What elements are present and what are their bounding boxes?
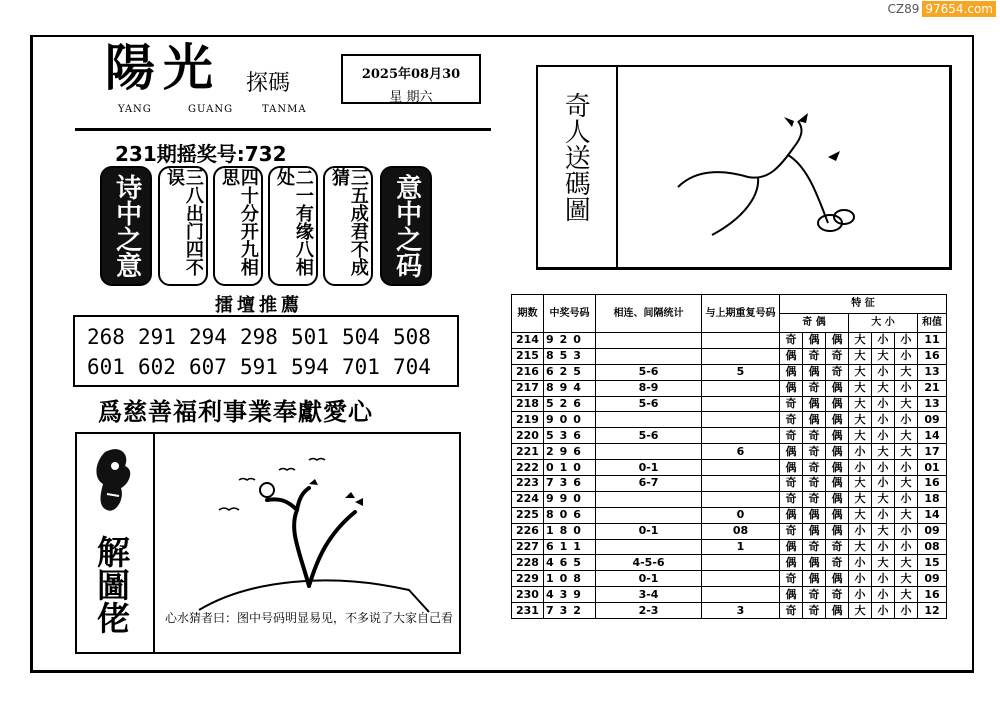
winning-cell: 536	[544, 428, 596, 444]
oddeven-cell: 偶	[780, 364, 803, 380]
bigsmall-cell: 大	[849, 491, 872, 507]
issue-cell: 218	[512, 396, 544, 412]
consec-cell: 5-6	[596, 364, 702, 380]
table-row	[512, 507, 947, 523]
consec-cell: 0-1	[596, 523, 702, 539]
jietu-title: 解圖佬	[92, 535, 131, 634]
oddeven-cell: 奇	[780, 571, 803, 587]
winning-cell: 625	[544, 364, 596, 380]
table-row	[512, 555, 947, 571]
repeat-cell: 0	[702, 507, 780, 523]
oddeven-cell: 奇	[826, 364, 849, 380]
issue-cell: 215	[512, 348, 544, 364]
bigsmall-cell: 大	[872, 491, 895, 507]
oddeven-cell: 奇	[803, 428, 826, 444]
bigsmall-cell: 大	[895, 587, 918, 603]
table-row	[512, 491, 947, 507]
bigsmall-cell: 大	[895, 555, 918, 571]
poem-left-label: 诗中之意	[100, 166, 152, 286]
sum-cell: 09	[918, 523, 947, 539]
oddeven-cell: 奇	[780, 523, 803, 539]
bigsmall-cell: 小	[895, 412, 918, 428]
oddeven-cell: 偶	[803, 396, 826, 412]
sum-cell: 16	[918, 476, 947, 492]
pinyin-guang: GUANG	[188, 104, 234, 115]
oddeven-cell: 偶	[826, 460, 849, 476]
repeat-cell: 3	[702, 603, 780, 619]
repeat-cell	[702, 428, 780, 444]
history-body	[512, 333, 947, 619]
consec-cell	[596, 507, 702, 523]
repeat-cell	[702, 571, 780, 587]
draw-result	[115, 138, 287, 167]
oddeven-cell: 奇	[826, 587, 849, 603]
bigsmall-cell: 大	[849, 476, 872, 492]
draw-label: 231期摇奖号:	[115, 142, 245, 166]
bigsmall-cell: 大	[872, 523, 895, 539]
bigsmall-cell: 小	[872, 507, 895, 523]
watermark	[888, 2, 997, 16]
oddeven-cell: 偶	[803, 364, 826, 380]
bigsmall-cell: 小	[895, 491, 918, 507]
winning-cell: 108	[544, 571, 596, 587]
consec-cell: 5-6	[596, 428, 702, 444]
issue-cell: 223	[512, 476, 544, 492]
oddeven-cell: 偶	[826, 444, 849, 460]
recommend-number: 508	[393, 325, 431, 349]
recommend-number: 701	[342, 355, 380, 379]
recommend-title: 擂壇推薦	[215, 295, 303, 316]
oddeven-cell: 偶	[803, 571, 826, 587]
bigsmall-cell: 大	[849, 380, 872, 396]
recommend-number: 594	[291, 355, 329, 379]
winning-cell: 180	[544, 523, 596, 539]
winning-cell: 439	[544, 587, 596, 603]
brand-title: 陽光	[105, 38, 221, 97]
bigsmall-cell: 小	[849, 555, 872, 571]
bigsmall-cell: 小	[872, 412, 895, 428]
sum-cell: 21	[918, 380, 947, 396]
jietu-note: 心水猜者曰：图中号码明显易见，不多说了大家自己看	[165, 611, 454, 625]
charity-slogan: 爲慈善福利事業奉獻愛心	[98, 397, 373, 426]
table-row	[512, 364, 947, 380]
oddeven-cell: 偶	[826, 476, 849, 492]
oddeven-cell: 偶	[826, 380, 849, 396]
table-row	[512, 603, 947, 619]
winning-cell: 806	[544, 507, 596, 523]
date-line: 2025年08月30	[361, 67, 461, 82]
bigsmall-cell: 小	[872, 428, 895, 444]
consec-cell	[596, 348, 702, 364]
pinyin-yang: YANG	[118, 104, 152, 115]
header-row-top	[512, 295, 947, 314]
bigsmall-cell: 小	[872, 571, 895, 587]
issue-cell: 227	[512, 539, 544, 555]
winning-cell: 900	[544, 412, 596, 428]
consec-cell: 8-9	[596, 380, 702, 396]
issue-cell: 224	[512, 491, 544, 507]
recommend-number: 268	[87, 325, 125, 349]
oddeven-cell: 偶	[780, 507, 803, 523]
col-oddeven: 奇 偶	[780, 314, 849, 333]
bigsmall-cell: 小	[872, 364, 895, 380]
recommend-number: 607	[189, 355, 227, 379]
oddeven-cell: 偶	[826, 412, 849, 428]
sum-cell: 14	[918, 507, 947, 523]
bigsmall-cell: 小	[895, 380, 918, 396]
recommend-number: 504	[342, 325, 380, 349]
issue-cell: 229	[512, 571, 544, 587]
repeat-cell: 6	[702, 444, 780, 460]
qiren-panel	[536, 65, 952, 270]
winning-cell: 296	[544, 444, 596, 460]
bigsmall-cell: 大	[872, 380, 895, 396]
oddeven-cell: 奇	[826, 348, 849, 364]
brand-subtitle: 探碼	[246, 71, 291, 96]
sum-cell: 16	[918, 587, 947, 603]
poem-right-label: 意中之码	[380, 166, 432, 286]
pinyin-tanma: TANMA	[262, 104, 307, 115]
repeat-cell	[702, 476, 780, 492]
sum-cell: 11	[918, 333, 947, 349]
table-row	[512, 587, 947, 603]
repeat-cell	[702, 348, 780, 364]
oddeven-cell: 偶	[826, 333, 849, 349]
sum-cell: 01	[918, 460, 947, 476]
oddeven-cell: 偶	[780, 587, 803, 603]
bigsmall-cell: 小	[872, 476, 895, 492]
qiren-title: 奇人送碼圖	[560, 92, 591, 222]
recommend-box	[73, 315, 459, 387]
oddeven-cell: 偶	[780, 444, 803, 460]
oddeven-cell: 奇	[803, 444, 826, 460]
bigsmall-cell: 大	[895, 507, 918, 523]
oddeven-cell: 奇	[803, 539, 826, 555]
sum-cell: 13	[918, 396, 947, 412]
oddeven-cell: 奇	[826, 555, 849, 571]
winning-cell: 990	[544, 491, 596, 507]
table-row	[512, 476, 947, 492]
recommend-number: 591	[240, 355, 278, 379]
oddeven-cell: 奇	[803, 460, 826, 476]
bigsmall-cell: 大	[849, 539, 872, 555]
bigsmall-cell: 大	[895, 571, 918, 587]
oddeven-cell: 奇	[780, 476, 803, 492]
ink-figure-icon	[85, 444, 145, 524]
bigsmall-cell: 大	[895, 364, 918, 380]
sum-cell: 14	[918, 428, 947, 444]
bigsmall-cell: 大	[849, 396, 872, 412]
bigsmall-cell: 小	[872, 333, 895, 349]
issue-cell: 231	[512, 603, 544, 619]
oddeven-cell: 偶	[803, 507, 826, 523]
repeat-cell: 1	[702, 539, 780, 555]
bigsmall-cell: 小	[895, 348, 918, 364]
bigsmall-cell: 小	[849, 523, 872, 539]
oddeven-cell: 偶	[780, 348, 803, 364]
table-row	[512, 428, 947, 444]
consec-cell: 3-4	[596, 587, 702, 603]
bigsmall-cell: 小	[895, 523, 918, 539]
bigsmall-cell: 小	[849, 571, 872, 587]
oddeven-cell: 奇	[803, 491, 826, 507]
oddeven-cell: 偶	[780, 539, 803, 555]
poem-line-3: 二一有缘八相处	[268, 166, 318, 286]
bigsmall-cell: 大	[895, 476, 918, 492]
poem-line-1: 三八出门四不误	[158, 166, 208, 286]
bigsmall-cell: 大	[849, 603, 872, 619]
bigsmall-cell: 小	[872, 539, 895, 555]
recommend-number: 601	[87, 355, 125, 379]
bigsmall-cell: 小	[872, 396, 895, 412]
table-row	[512, 333, 947, 349]
recommend-row-2	[87, 355, 444, 379]
col-issue: 期数	[512, 295, 544, 333]
bigsmall-cell: 大	[849, 348, 872, 364]
col-winning: 中奖号码	[544, 295, 596, 333]
oddeven-cell: 偶	[826, 523, 849, 539]
consec-cell: 4-5-6	[596, 555, 702, 571]
bigsmall-cell: 小	[872, 460, 895, 476]
table-row	[512, 571, 947, 587]
table-row	[512, 380, 947, 396]
date-box	[341, 54, 481, 104]
issue-cell: 225	[512, 507, 544, 523]
repeat-cell	[702, 460, 780, 476]
recommend-number: 294	[189, 325, 227, 349]
bigsmall-cell: 小	[895, 460, 918, 476]
header-divider	[75, 128, 491, 131]
issue-cell: 214	[512, 333, 544, 349]
table-row	[512, 444, 947, 460]
issue-cell: 221	[512, 444, 544, 460]
oddeven-cell: 奇	[780, 333, 803, 349]
oddeven-cell: 奇	[780, 603, 803, 619]
watermark-code: CZ89	[887, 2, 920, 16]
bigsmall-cell: 大	[849, 412, 872, 428]
consec-cell: 0-1	[596, 571, 702, 587]
oddeven-cell: 奇	[803, 476, 826, 492]
jietu-divider	[153, 434, 155, 652]
consec-cell: 5-6	[596, 396, 702, 412]
recommend-row-1	[87, 325, 444, 349]
oddeven-cell: 偶	[826, 491, 849, 507]
oddeven-cell: 偶	[826, 396, 849, 412]
issue-cell: 230	[512, 587, 544, 603]
bigsmall-cell: 大	[849, 428, 872, 444]
winning-cell: 611	[544, 539, 596, 555]
bigsmall-cell: 大	[849, 364, 872, 380]
bigsmall-cell: 大	[872, 444, 895, 460]
bigsmall-cell: 大	[895, 396, 918, 412]
recommend-number: 501	[291, 325, 329, 349]
oddeven-cell: 奇	[803, 587, 826, 603]
winning-cell: 894	[544, 380, 596, 396]
col-consec: 相连、间隔统计	[596, 295, 702, 333]
bigsmall-cell: 大	[872, 348, 895, 364]
oddeven-cell: 偶	[780, 460, 803, 476]
issue-cell: 219	[512, 412, 544, 428]
oddeven-cell: 奇	[780, 428, 803, 444]
bigsmall-cell: 大	[895, 444, 918, 460]
repeat-cell	[702, 491, 780, 507]
sum-cell: 09	[918, 571, 947, 587]
sum-cell: 16	[918, 348, 947, 364]
oddeven-cell: 偶	[780, 555, 803, 571]
bigsmall-cell: 大	[849, 507, 872, 523]
oddeven-cell: 奇	[780, 396, 803, 412]
sum-cell: 13	[918, 364, 947, 380]
oddeven-cell: 奇	[803, 603, 826, 619]
col-sum: 和值	[918, 314, 947, 333]
sum-cell: 18	[918, 491, 947, 507]
repeat-cell	[702, 587, 780, 603]
winning-cell: 853	[544, 348, 596, 364]
consec-cell: 6-7	[596, 476, 702, 492]
oddeven-cell: 奇	[803, 348, 826, 364]
repeat-cell	[702, 555, 780, 571]
bigsmall-cell: 大	[849, 333, 872, 349]
col-bigsmall: 大 小	[849, 314, 918, 333]
consec-cell	[596, 333, 702, 349]
table-row	[512, 348, 947, 364]
recommend-number: 602	[138, 355, 176, 379]
winning-cell: 010	[544, 460, 596, 476]
repeat-cell	[702, 333, 780, 349]
winning-cell: 920	[544, 333, 596, 349]
oddeven-cell: 偶	[803, 523, 826, 539]
issue-cell: 220	[512, 428, 544, 444]
bigsmall-cell: 小	[849, 460, 872, 476]
table-row	[512, 460, 947, 476]
table-row	[512, 539, 947, 555]
sum-cell: 09	[918, 412, 947, 428]
oddeven-cell: 偶	[803, 333, 826, 349]
bigsmall-cell: 大	[872, 555, 895, 571]
bigsmall-cell: 小	[895, 603, 918, 619]
oddeven-cell: 奇	[826, 539, 849, 555]
weekday-line: 星 期六	[389, 90, 433, 105]
winning-cell: 526	[544, 396, 596, 412]
repeat-cell	[702, 380, 780, 396]
issue-cell: 217	[512, 380, 544, 396]
winning-cell: 465	[544, 555, 596, 571]
oddeven-cell: 奇	[780, 491, 803, 507]
repeat-cell: 5	[702, 364, 780, 380]
repeat-cell	[702, 412, 780, 428]
watermark-site[interactable]: 97654.com	[922, 1, 996, 17]
table-row	[512, 412, 947, 428]
col-feature: 特 征	[780, 295, 947, 314]
consec-cell: 2-3	[596, 603, 702, 619]
recommend-number: 291	[138, 325, 176, 349]
oddeven-cell: 偶	[826, 603, 849, 619]
bigsmall-cell: 小	[872, 603, 895, 619]
winning-cell: 736	[544, 476, 596, 492]
issue-cell: 222	[512, 460, 544, 476]
bigsmall-cell: 小	[872, 587, 895, 603]
consec-cell	[596, 491, 702, 507]
draw-number: 732	[244, 142, 287, 166]
sum-cell: 15	[918, 555, 947, 571]
issue-cell: 226	[512, 523, 544, 539]
issue-cell: 228	[512, 555, 544, 571]
repeat-cell	[702, 396, 780, 412]
oddeven-cell: 奇	[780, 412, 803, 428]
oddeven-cell: 偶	[803, 555, 826, 571]
sum-cell: 17	[918, 444, 947, 460]
table-row	[512, 396, 947, 412]
oddeven-cell: 偶	[780, 380, 803, 396]
col-repeat: 与上期重复号码	[702, 295, 780, 333]
consec-cell	[596, 444, 702, 460]
oddeven-cell: 偶	[826, 571, 849, 587]
tree-sketch-icon	[159, 440, 459, 620]
qiren-divider	[616, 67, 618, 267]
bigsmall-cell: 小	[895, 333, 918, 349]
sum-cell: 12	[918, 603, 947, 619]
issue-cell: 216	[512, 364, 544, 380]
oddeven-cell: 奇	[803, 380, 826, 396]
oddeven-cell: 偶	[826, 507, 849, 523]
repeat-cell: 08	[702, 523, 780, 539]
bigsmall-cell: 小	[895, 539, 918, 555]
bigsmall-cell: 大	[895, 428, 918, 444]
oddeven-cell: 偶	[803, 412, 826, 428]
branch-sketch-icon	[668, 107, 868, 247]
bigsmall-cell: 小	[849, 587, 872, 603]
bigsmall-cell: 小	[849, 444, 872, 460]
consec-cell	[596, 412, 702, 428]
history-table	[511, 294, 947, 619]
consec-cell	[596, 539, 702, 555]
oddeven-cell: 偶	[826, 428, 849, 444]
recommend-number: 298	[240, 325, 278, 349]
poem-line-2: 四十分开九相思	[213, 166, 263, 286]
table-row	[512, 523, 947, 539]
consec-cell: 0-1	[596, 460, 702, 476]
recommend-number: 704	[393, 355, 431, 379]
winning-cell: 732	[544, 603, 596, 619]
poem-line-4: 三五成君不成猜	[323, 166, 373, 286]
sum-cell: 08	[918, 539, 947, 555]
